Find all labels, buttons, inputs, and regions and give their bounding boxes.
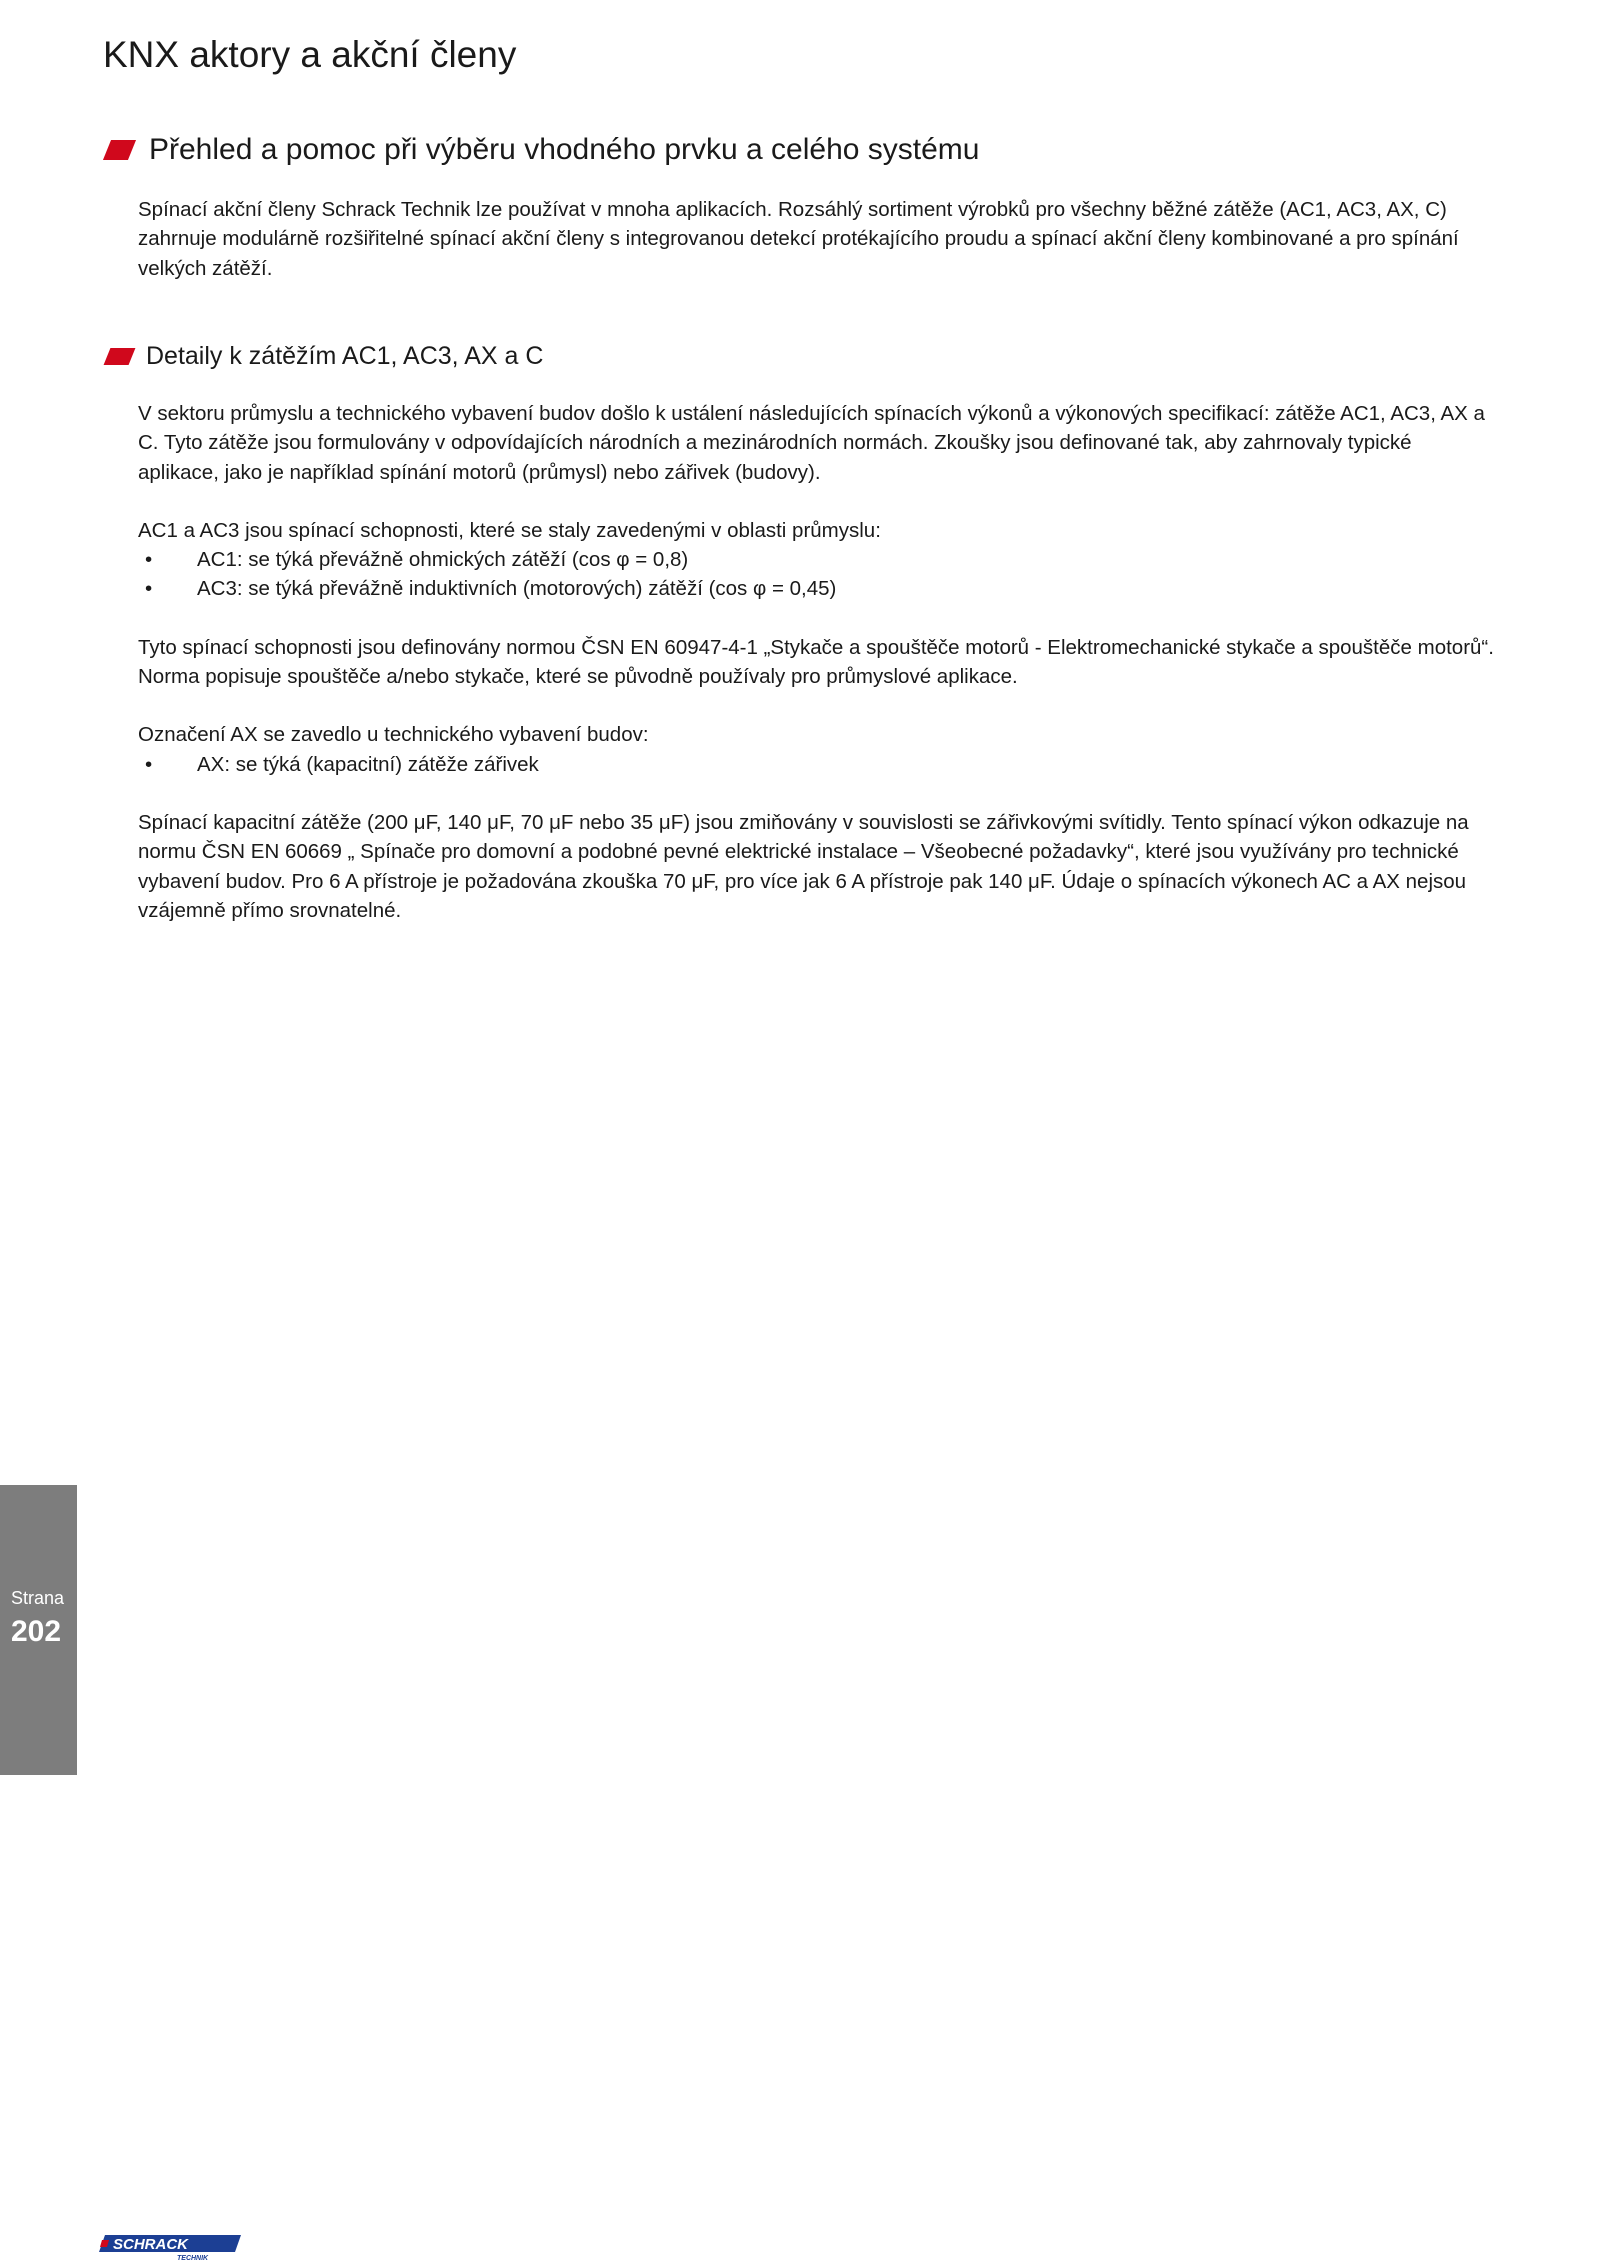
section-heading-overview	[103, 133, 979, 167]
bullet-icon: •	[145, 577, 153, 601]
page-label: Strana	[11, 1588, 65, 1608]
page-number-tab	[0, 1485, 77, 1775]
list-item: • AC3: se týká převážně induktivních (motorových) zátěží (cos φ = 0,45)	[138, 574, 1498, 603]
paragraph: AC1 a AC3 jsou spínací schopnosti, které se staly zavedenými v oblasti průmyslu:	[138, 518, 881, 542]
bullet-list	[138, 545, 1498, 604]
paragraph: V sektoru průmyslu a technického vybavení budov došlo k ustálení následujících spínacích výkonů a výkonových specifikací: zátěže AC1, AC3, AX a C. Tyto zátěže jsou formulovány v odpovídajících národních a mezinárodních normách. Zkoušky jsou definované tak, aby zahrnovaly typické aplikace, jako je například spínání motorů (průmysl) nebo zářivek (budovy).	[138, 402, 1485, 484]
list-item: • AX: se týká (kapacitní) zátěže zářivek	[138, 750, 1498, 779]
bullet-list	[138, 750, 1498, 779]
paragraph: Tyto spínací schopnosti jsou definovány normou ČSN EN 60947-4-1 „Stykače a spouštěče motorů - Elektromechanické stykače a spouštěče motorů“. Norma popisuje spouštěče a/nebo stykače, které se původně používaly pro průmyslové aplikace.	[138, 635, 1494, 689]
paragraph: Spínací kapacitní zátěže (200 μF, 140 μF, 70 μF nebo 35 μF) jsou zmiňovány v souvislosti se zářivkovými svítidly. Tento spínací výkon odkazuje na normu ČSN EN 60669 „ Spínače pro domovní a podobné pevné elektrické instalace – Všeobecné požadavky“, které jsou využívány pro technické vybavení budov. Pro 6 A přístroje je požadována zkouška 70 μF, pro více jak 6 A přístroje pak 140 μF. Údaje o spínacích výkonech AC a AX nejsou vzájemně přímo srovnatelné.	[138, 810, 1469, 922]
paragraph: Spínací akční členy Schrack Technik lze používat v mnoha aplikacích. Rozsáhlý sortiment výrobků pro všechny běžné zátěže (AC1, AC3, AX, C) zahrnuje modulárně rozšiřitelné spínací akční členy s integrovanou detekcí protékajícího proudu a spínací akční členy kombinované a pro spínání velkých zátěží.	[138, 198, 1459, 280]
section-overview-body	[138, 195, 1498, 283]
paragraph: Označení AX se zavedlo u technického vybavení budov:	[138, 723, 649, 747]
page-title: KNX aktory a akční členy	[103, 34, 517, 75]
section-heading-text: Detaily k zátěžím AC1, AC3, AX a C	[146, 342, 544, 370]
bullet-icon: •	[145, 548, 153, 572]
page-number: 202	[11, 1615, 62, 1648]
red-marker-icon	[103, 140, 136, 160]
section-heading-loads	[103, 342, 543, 371]
bullet-icon: •	[145, 752, 153, 776]
list-item: • AC1: se týká převážně ohmických zátěží (cos φ = 0,8)	[138, 545, 1498, 574]
logo-subtext: TECHNIK	[177, 2255, 209, 2262]
logo-text: SCHRACK	[113, 2236, 188, 2253]
schrack-logo	[99, 2232, 243, 2262]
section-heading-text: Přehled a pomoc při výběru vhodného prvku a celého systému	[149, 133, 980, 166]
section-loads-body	[138, 399, 1498, 925]
red-marker-icon	[104, 348, 136, 365]
